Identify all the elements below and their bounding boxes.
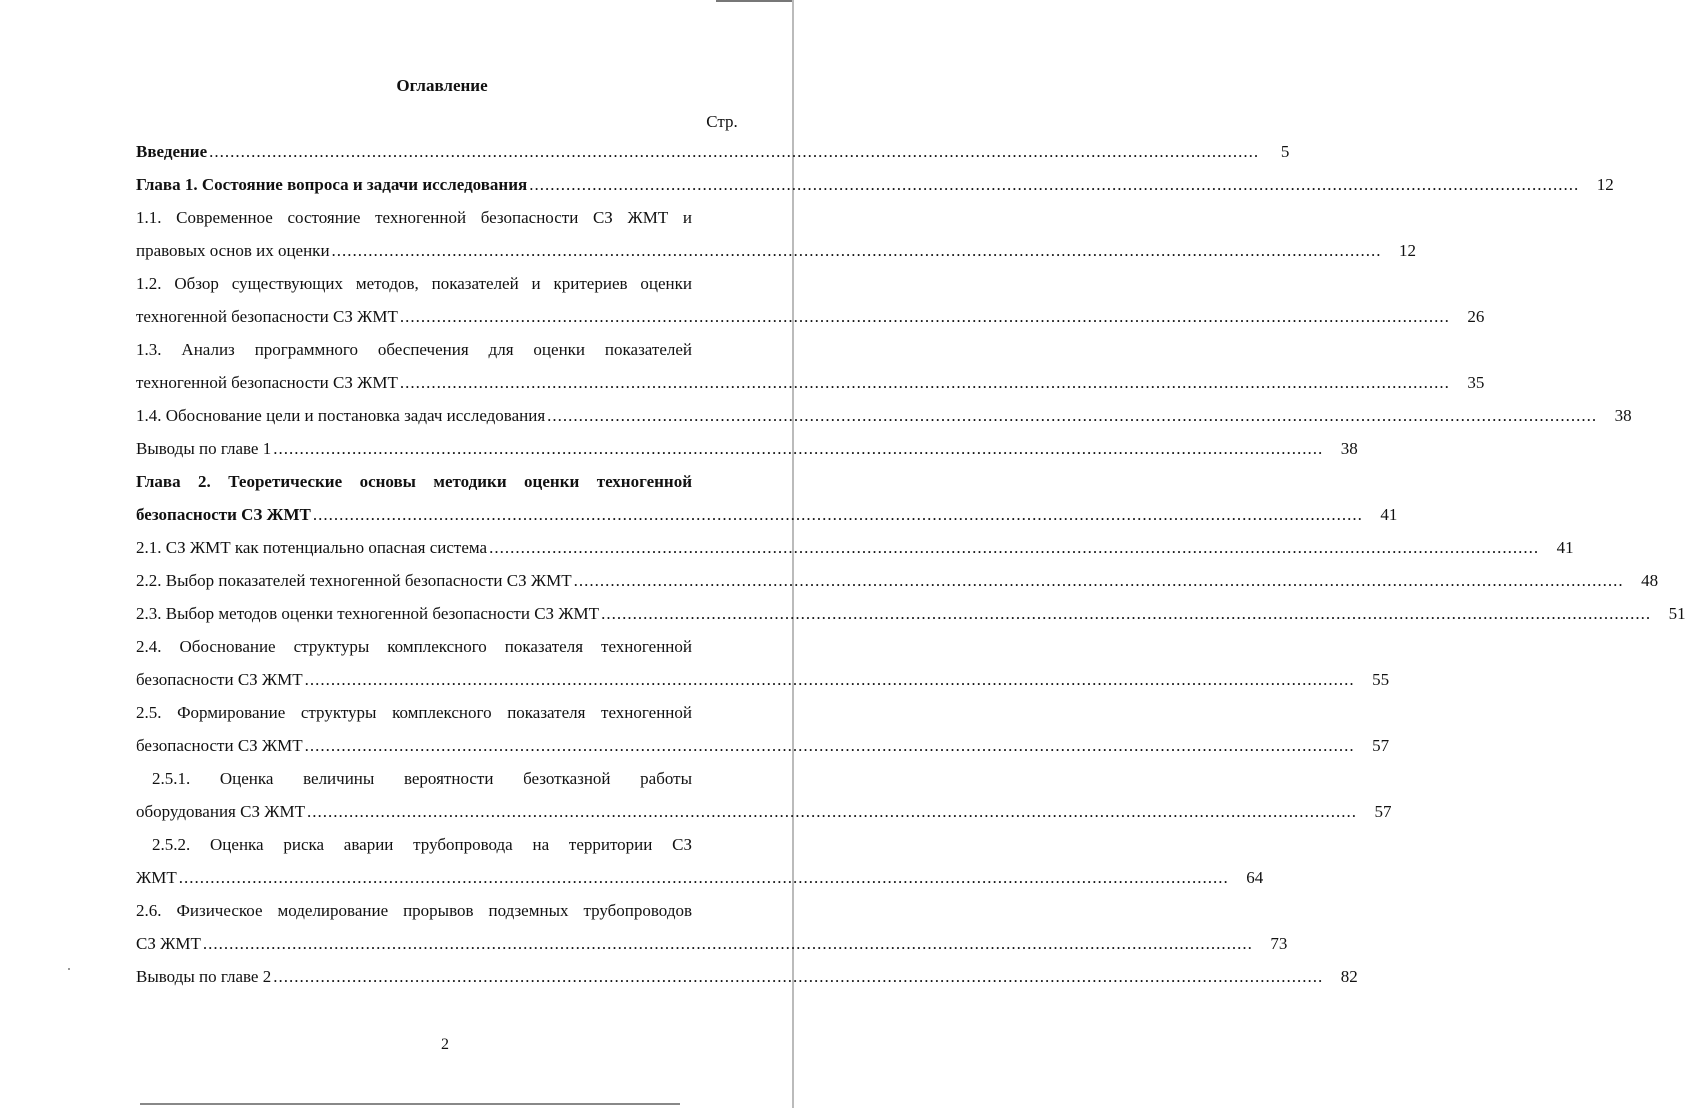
dot-leader: ........................................................................................................................................................................................................	[209, 142, 1260, 161]
dot-leader: ........................................................................................................................................................................................................	[273, 967, 1324, 986]
dot-leader: ........................................................................................................................................................................................................	[489, 538, 1540, 557]
toc-entry[interactable]	[136, 571, 1659, 595]
toc-page-number: 55	[1372, 670, 1390, 689]
toc-entry-title: Глава 2. Теоретические основы методики оценки техногенной	[136, 472, 692, 491]
dot-leader: ........................................................................................................................................................................................................	[312, 505, 1363, 524]
toc-page-number: 35	[1467, 373, 1485, 392]
toc-entry-title: 2.4. Обоснование структуры комплексного показателя техногенной	[136, 637, 692, 656]
toc-entry-title: Введение	[136, 142, 208, 161]
toc-entry[interactable]	[136, 241, 1417, 265]
toc-page-number: 41	[1380, 505, 1398, 524]
toc-page-number: 41	[1556, 538, 1574, 557]
toc-entry[interactable]	[136, 934, 1288, 958]
toc-entry-title: 2.5. Формирование структуры комплексного показателя техногенной	[136, 703, 692, 722]
scan-artifact-bottom	[140, 1103, 680, 1105]
toc-entry-title: техногенной безопасности СЗ ЖМТ	[136, 307, 398, 326]
toc-entry-title: 2.2. Выбор показателей техногенной безопасности СЗ ЖМТ	[136, 571, 572, 590]
toc-page-number: 12	[1399, 241, 1417, 260]
toc-entry[interactable]	[136, 142, 1290, 166]
toc-page-number: 5	[1280, 142, 1290, 161]
toc-page-number: 82	[1340, 967, 1358, 986]
toc-entry[interactable]	[136, 967, 1358, 991]
scan-artifact-top	[716, 0, 794, 2]
footer-page-number: 2	[441, 1036, 449, 1053]
toc-entry[interactable]	[136, 802, 1392, 826]
toc-page-number: 48	[1641, 571, 1659, 590]
toc-page-number: 73	[1270, 934, 1288, 953]
dot-leader: ........................................................................................................................................................................................................	[601, 604, 1652, 623]
dot-leader: ........................................................................................................................................................................................................	[202, 934, 1253, 953]
toc-entry[interactable]	[136, 736, 1390, 760]
toc-entry[interactable]	[136, 670, 1390, 694]
dot-leader: ........................................................................................................................................................................................................	[304, 670, 1355, 689]
toc-entry[interactable]	[136, 406, 1632, 430]
toc-entry-title: 2.3. Выбор методов оценки техногенной безопасности СЗ ЖМТ	[136, 604, 600, 623]
toc-entry-title: оборудования СЗ ЖМТ	[136, 802, 305, 821]
toc-page-number: 64	[1246, 868, 1264, 887]
toc-entry-title: безопасности СЗ ЖМТ	[136, 505, 311, 524]
toc-page-number: 38	[1340, 439, 1358, 458]
toc-entry-title: правовых основ их оценки	[136, 241, 330, 260]
toc-entry-title: Глава 1. Состояние вопроса и задачи исследования	[136, 175, 528, 194]
toc-page-number: 57	[1372, 736, 1390, 755]
toc-entry[interactable]	[136, 604, 1686, 628]
toc-page-number: 12	[1596, 175, 1614, 194]
toc-entry-title: 1.3. Анализ программного обеспечения для оценки показателей	[136, 340, 692, 359]
scan-artifact-dot	[68, 968, 70, 970]
dot-leader: ........................................................................................................................................................................................................	[547, 406, 1598, 425]
dot-leader: ........................................................................................................................................................................................................	[273, 439, 1324, 458]
toc-page-number: 51	[1668, 604, 1686, 623]
dot-leader: ........................................................................................................................................................................................................	[306, 802, 1357, 821]
toc-entry[interactable]	[136, 505, 1398, 529]
toc-entry[interactable]	[136, 307, 1485, 331]
toc-entry-title: безопасности СЗ ЖМТ	[136, 736, 303, 755]
toc-entry[interactable]	[136, 868, 1264, 892]
toc-entry[interactable]	[136, 538, 1574, 562]
dot-leader: ........................................................................................................................................................................................................	[573, 571, 1624, 590]
toc-entry-title: 2.5.2. Оценка риска аварии трубопровода на территории СЗ	[152, 835, 692, 854]
toc-entry-title: Выводы по главе 2	[136, 967, 272, 986]
dot-leader: ........................................................................................................................................................................................................	[178, 868, 1229, 887]
toc-entry-title: безопасности СЗ ЖМТ	[136, 670, 303, 689]
toc-entry[interactable]	[136, 373, 1485, 397]
dot-leader: ........................................................................................................................................................................................................	[331, 241, 1382, 260]
dot-leader: ........................................................................................................................................................................................................	[399, 307, 1450, 326]
page-title: Оглавление	[396, 76, 488, 95]
dot-leader: ........................................................................................................................................................................................................	[399, 373, 1450, 392]
toc-page-number: 26	[1467, 307, 1485, 326]
toc-entry-title: ЖМТ	[136, 868, 177, 887]
toc-entry-title: 2.6. Физическое моделирование прорывов подземных трубопроводов	[136, 901, 692, 920]
toc-entry-title: СЗ ЖМТ	[136, 934, 201, 953]
toc-entry[interactable]	[136, 439, 1358, 463]
toc-page-number: 57	[1374, 802, 1392, 821]
toc-entry-title: 2.5.1. Оценка величины вероятности безотказной работы	[152, 769, 692, 788]
toc-entry-title: техногенной безопасности СЗ ЖМТ	[136, 373, 398, 392]
toc-entry-title: 1.2. Обзор существующих методов, показателей и критериев оценки	[136, 274, 692, 293]
toc-entry-title: Выводы по главе 1	[136, 439, 272, 458]
dot-leader: ........................................................................................................................................................................................................	[304, 736, 1355, 755]
dot-leader: ........................................................................................................................................................................................................	[529, 175, 1580, 194]
toc-entry-title: 1.4. Обоснование цели и постановка задач исследования	[136, 406, 546, 425]
toc-entry-title: 2.1. СЗ ЖМТ как потенциально опасная система	[136, 538, 488, 557]
toc-entry[interactable]	[136, 175, 1614, 199]
page-column-label: Стр.	[706, 112, 738, 131]
toc-page-number: 38	[1614, 406, 1632, 425]
toc-entry-title: 1.1. Современное состояние техногенной безопасности СЗ ЖМТ и	[136, 208, 692, 227]
